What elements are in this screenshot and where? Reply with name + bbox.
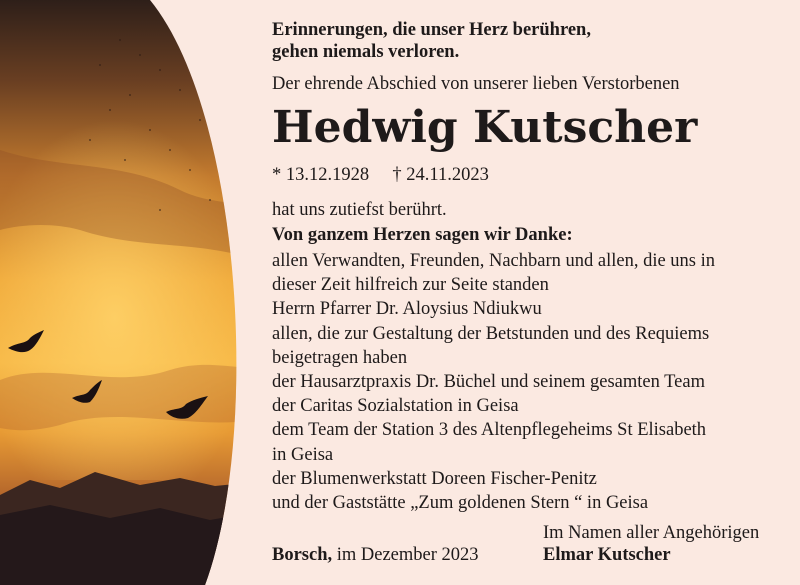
thanks-line: dieser Zeit hilfreich zur Seite standen [272, 275, 549, 296]
quote-line-1: Erinnerungen, die unser Herz berühren, [272, 20, 591, 40]
thanks-line: der Hausarztpraxis Dr. Büchel und seinem gesamten Team [272, 372, 705, 393]
place-date [272, 543, 479, 567]
life-dates [272, 163, 489, 187]
thanks-heading: Von ganzem Herzen sagen wir Danke: [272, 225, 573, 245]
on-behalf-text: Im Namen aller Angehörigen [543, 523, 760, 543]
thanks-line: der Caritas Sozialstation in Geisa [272, 396, 519, 417]
deceased-name: Hedwig Kutscher [272, 102, 698, 153]
thanks-line: und der Gaststätte „Zum goldenen Stern “ in Geisa [272, 493, 649, 514]
birth-date: * 13.12.1928 [272, 165, 370, 185]
thanks-line: dem Team der Station 3 des Altenpflegeheims St Elisabeth [272, 420, 707, 441]
thanks-list [272, 249, 715, 515]
intro-text: Der ehrende Abschied von unserer lieben Verstorbenen [272, 74, 680, 94]
thanks-line: Herrn Pfarrer Dr. Aloysius Ndiukwu [272, 299, 542, 320]
place: Borsch, [272, 545, 333, 565]
thanks-line: allen, die zur Gestaltung der Betstunden und des Requiems [272, 323, 710, 344]
thanks-line: beigetragen haben [272, 347, 408, 368]
touched-text: hat uns zutiefst berührt. [272, 200, 447, 220]
sunset-birds-photo [0, 0, 255, 585]
death-date: † 24.11.2023 [392, 165, 489, 185]
quote-line-2: gehen niemals verloren. [272, 42, 460, 62]
signer-name: Elmar Kutscher [543, 545, 671, 565]
thanks-line: in Geisa [272, 444, 334, 465]
thanks-line: der Blumenwerkstatt Doreen Fischer-Penitz [272, 468, 597, 489]
date: im Dezember 2023 [336, 545, 479, 565]
thanks-line: allen Verwandten, Freunden, Nachbarn und allen, die uns in [272, 251, 716, 271]
